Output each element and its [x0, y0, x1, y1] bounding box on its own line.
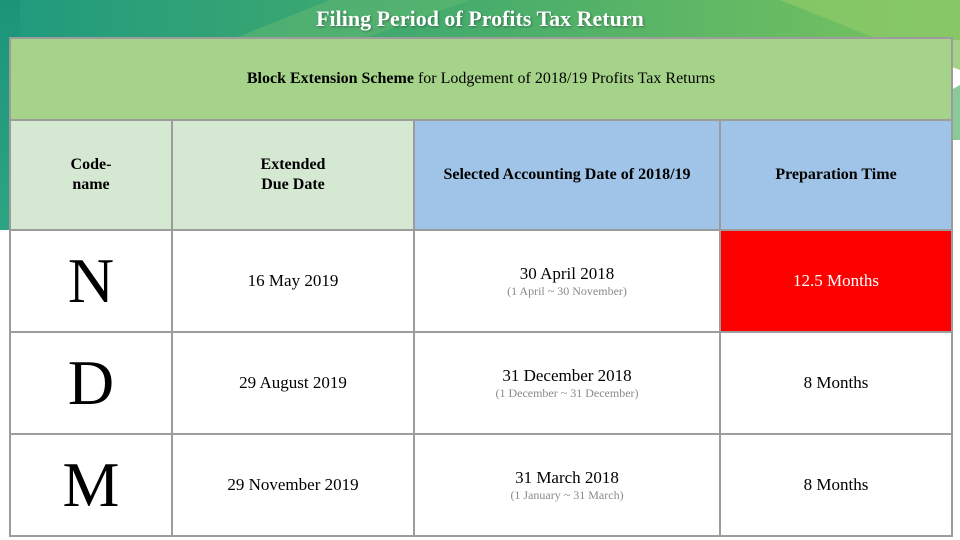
- extended-due-date: 29 August 2019: [172, 332, 414, 434]
- header-code-line2: name: [72, 176, 110, 193]
- header-preparation-time: Preparation Time: [720, 120, 952, 230]
- code-letter: M: [10, 434, 172, 536]
- preparation-time-highlight: 12.5 Months: [720, 230, 952, 332]
- header-code-name: [10, 120, 172, 230]
- table-header-row: [10, 120, 952, 230]
- header-accounting-date: Selected Accounting Date of 2018/19: [414, 120, 720, 230]
- table-row: [10, 434, 952, 536]
- preparation-time: 8 Months: [720, 434, 952, 536]
- code-letter: N: [10, 230, 172, 332]
- header-due-line1: Extended: [260, 156, 326, 173]
- header-due-line2: Due Date: [261, 176, 325, 193]
- accounting-date-cell: [414, 332, 720, 434]
- preparation-time: 8 Months: [720, 332, 952, 434]
- accounting-date-cell: [414, 230, 720, 332]
- header-extended-due-date: [172, 120, 414, 230]
- table-banner-row: [10, 38, 952, 120]
- accounting-date-cell: [414, 434, 720, 536]
- block-extension-table: [9, 37, 953, 537]
- header-code-line1: Code-: [70, 156, 112, 173]
- table-row: [10, 230, 952, 332]
- extended-due-date: 29 November 2019: [172, 434, 414, 536]
- extended-due-date: 16 May 2019: [172, 230, 414, 332]
- table-row: [10, 332, 952, 434]
- slide-title: Filing Period of Profits Tax Return: [316, 6, 644, 31]
- accounting-range: (1 January ~ 31 March): [510, 487, 624, 502]
- table-banner: [10, 38, 952, 120]
- accounting-date: 31 December 2018: [502, 365, 632, 385]
- code-letter: D: [10, 332, 172, 434]
- banner-text: for Lodgement of 2018/19 Profits Tax Returns: [413, 70, 716, 87]
- accounting-range: (1 April ~ 30 November): [507, 283, 627, 298]
- accounting-date: 31 March 2018: [515, 467, 619, 487]
- accounting-date: 30 April 2018: [519, 263, 615, 283]
- banner-bold-text: Block Extension Scheme: [246, 70, 414, 87]
- accounting-range: (1 December ~ 31 December): [495, 385, 639, 400]
